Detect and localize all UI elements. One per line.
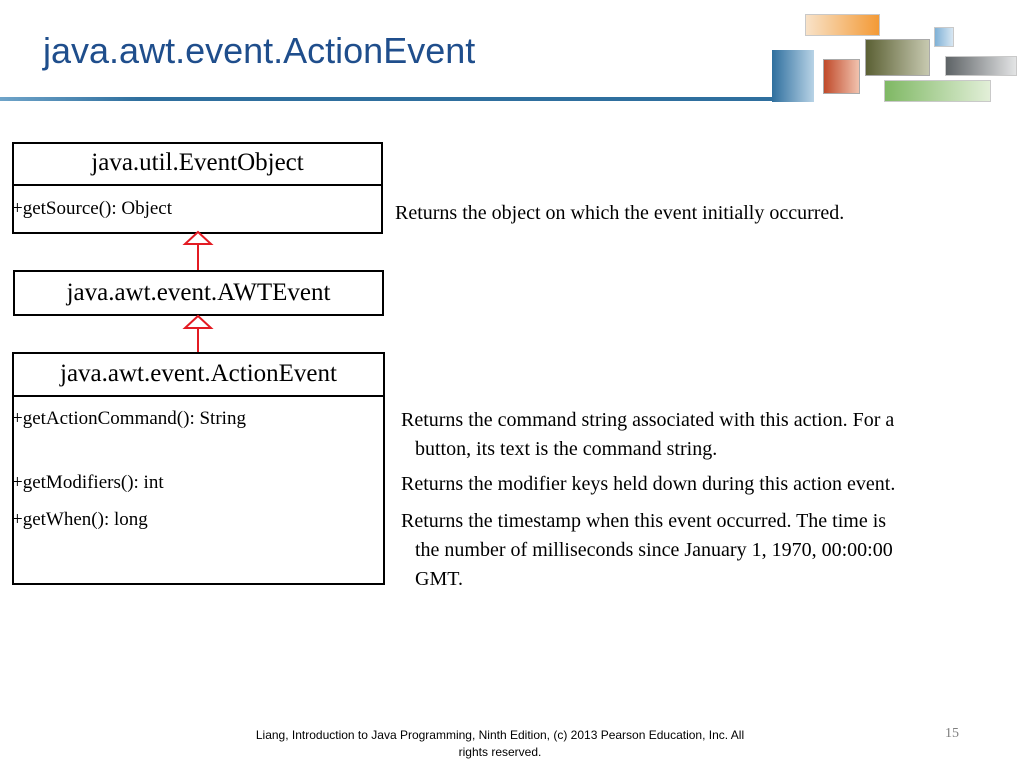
class-name-action-event: java.awt.event.ActionEvent — [60, 360, 337, 387]
inheritance-arrow-awt-to-eventobject — [185, 232, 211, 270]
description-get-source — [395, 199, 844, 228]
class-name-event-object: java.util.EventObject — [91, 149, 304, 176]
slide-title: java.awt.event.ActionEvent — [43, 30, 476, 71]
description-line: Returns the timestamp when this event occurred. The time is — [401, 510, 887, 532]
description-line: Returns the command string associated with this action. For a — [401, 409, 895, 431]
description-text: Returns the object on which the event initially occurred. — [395, 202, 845, 224]
footer-line: rights reserved. — [458, 745, 542, 759]
slide-footer — [200, 727, 800, 761]
inheritance-arrow-action-to-awt — [185, 316, 211, 352]
page-number: 15 — [945, 726, 959, 741]
method-get-action-command: +getActionCommand(): String — [12, 408, 246, 429]
description-line: GMT. — [415, 568, 463, 590]
description-get-action-command — [401, 406, 894, 464]
footer-line: Liang, Introduction to Java Programming, Ninth Edition, (c) 2013 Pearson Education, Inc. All — [255, 728, 745, 742]
description-line: button, its text is the command string. — [415, 438, 718, 460]
description-get-when — [401, 507, 893, 594]
method-get-source: +getSource(): Object — [12, 198, 173, 219]
description-text: Returns the modifier keys held down during this action event. — [401, 473, 896, 495]
class-name-awt-event: java.awt.event.AWTEvent — [66, 279, 331, 306]
method-get-when: +getWhen(): long — [12, 509, 148, 530]
description-line: the number of milliseconds since January 1, 1970, 00:00:00 — [415, 539, 893, 561]
method-get-modifiers: +getModifiers(): int — [12, 472, 164, 493]
description-get-modifiers — [401, 470, 895, 499]
